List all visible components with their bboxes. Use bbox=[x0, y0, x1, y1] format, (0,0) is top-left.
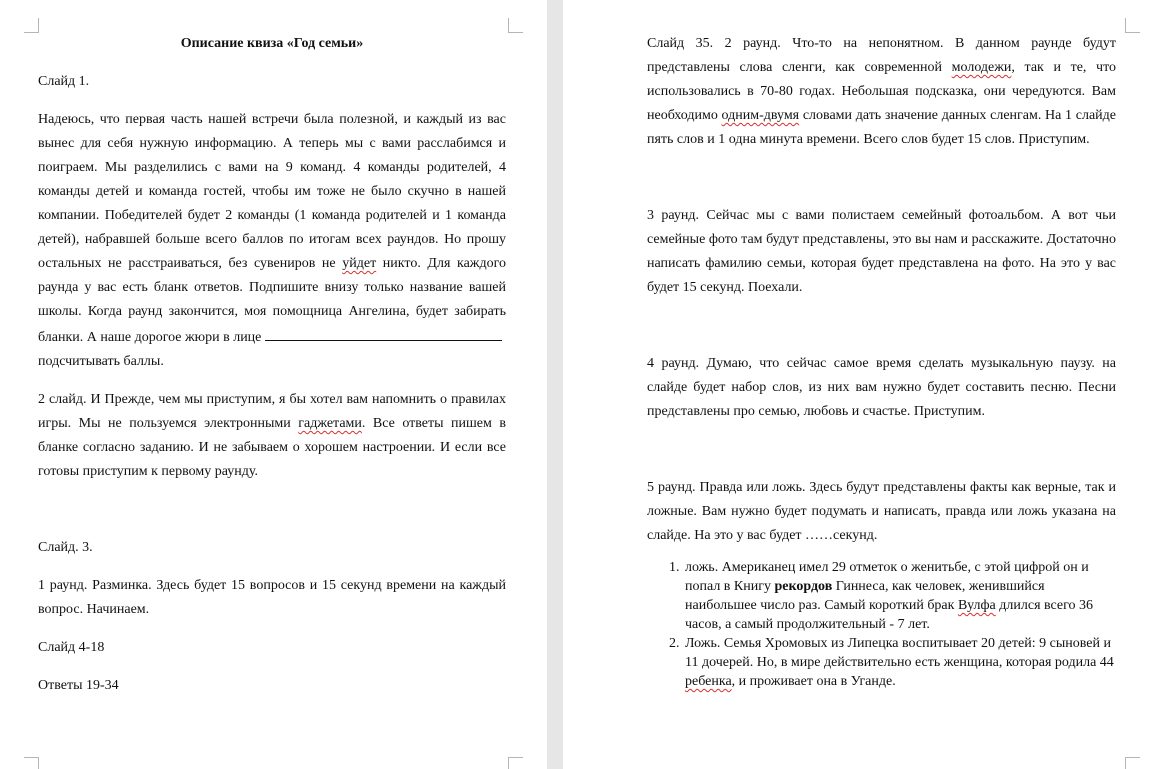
crop-mark bbox=[1125, 18, 1140, 33]
answers-19-34: Ответы 19-34 bbox=[38, 678, 119, 693]
text-run: 2 слайд. И Прежде, чем мы приступим, я бы хотел вам напомнить о правилах игры. Мы не пользуемся электронными bbox=[38, 392, 506, 431]
crop-mark bbox=[1125, 757, 1140, 769]
round3-paragraph: 3 раунд. Сейчас мы с вами полистаем семейный фотоальбом. А вот чьи семейные фото там будут представлены, это вы нам и расскажите. Достаточно написать фамилию семьи, которая будет представлена на фото. На это у вас будет 15 секунд. Поехали. bbox=[647, 208, 1116, 295]
crop-mark bbox=[24, 18, 39, 33]
text-run: никто. Для каждого раунда у вас есть бланк ответов. Подпишите внизу только название вашей школы. Когда раунд закончится, моя помощница Ангелина, будет забирать бланки. А наше дорогое жюри в лице bbox=[38, 256, 506, 345]
round4-paragraph: 4 раунд. Думаю, что сейчас самое время сделать музыкальную паузу. на слайде будет набор слов, из них вам нужно будет составить песню. Песни представлены про семью, любовь и счастье. Приступим. bbox=[647, 356, 1116, 419]
crop-mark bbox=[508, 757, 523, 769]
text-run: , так и те, что использовались в 70-80 годах. Небольшая подсказка, они чередуются. Вам необходимо bbox=[647, 60, 1116, 123]
list-item bbox=[683, 634, 1116, 691]
title-text: Описание квиза «Год семьи» bbox=[180, 36, 364, 51]
document-title bbox=[38, 32, 506, 56]
crop-mark bbox=[24, 757, 39, 769]
text-run: Слайд 35. 2 раунд. Что-то на непонятном. В данном раунде будут представлены слова сленги, как современной bbox=[647, 36, 1116, 75]
text-run: ложь. Американец имел 29 отметок о женитьбе, с этой цифрой он и попал в Книгу bbox=[685, 560, 1089, 594]
facts-list bbox=[647, 558, 1116, 691]
text-run: Ложь. Семья Хромовых из Липецка воспитывает 20 детей: 9 сыновей и 11 дочерей. Но, в мире действительно есть женщина, которая родила 44 bbox=[685, 636, 1114, 670]
text-run: Гиннеса, как человек, женившийся наибольшее число раз. Самый короткий брак bbox=[685, 579, 1045, 613]
spellcheck-word[interactable]: уйдет bbox=[342, 256, 377, 271]
bold-text: рекордов bbox=[774, 579, 833, 594]
spellcheck-word[interactable]: Вулфа bbox=[957, 598, 996, 613]
text-run: , и проживает она в Уганде. bbox=[731, 674, 896, 689]
right-page-text[interactable] bbox=[647, 32, 1116, 691]
left-page-text[interactable] bbox=[38, 32, 506, 698]
round5-paragraph: 5 раунд. Правда или ложь. Здесь будут представлены факты как верные, так и ложные. Вам нужно будет подумать и написать, правда или ложь указана на слайде. На это у вас будет ……секунд. bbox=[647, 480, 1116, 543]
spellcheck-word[interactable]: одним-двумя bbox=[721, 108, 800, 123]
crop-mark bbox=[508, 18, 523, 33]
text-run: словами дать значение данных сленгам. На 1 слайде пять слов и 1 одна минута времени. Всего слов будет 15 слов. Приступим. bbox=[647, 108, 1116, 147]
round1-paragraph: 1 раунд. Разминка. Здесь будет 15 вопросов и 15 секунд времени на каждый вопрос. Начинаем. bbox=[38, 578, 506, 617]
spellcheck-word[interactable]: молодежи bbox=[951, 60, 1012, 75]
slide1-paragraph bbox=[38, 108, 506, 350]
text-run: длился всего 36 часов, а самый продолжительный - 7 лет. bbox=[685, 598, 1094, 632]
slide3-heading: Слайд. 3. bbox=[38, 540, 93, 555]
text-run: . Все ответы пишем в бланке согласно заданию. И не забываем о хорошем настроении. И если все готовы приступим к первому раунду. bbox=[38, 416, 506, 479]
slides-4-18: Слайд 4-18 bbox=[38, 640, 105, 655]
text-run: Надеюсь, что первая часть нашей встречи была полезной, и каждый из вас вынес для себя нужную информацию. А теперь мы с вами расслабимся и поиграем. Мы разделились с вами на 9 команд. 4 команды родителей, 4 команды детей и команда гостей, чтобы им тоже не было скучно в нашей компании. Победителей будет 2 команды (1 команда родителей и 1 команда детей), набравшей больше всего баллов по итогам всех раундов. Но прошу остальных не расстраиваться, без сувениров не bbox=[38, 112, 506, 271]
spellcheck-word[interactable]: гаджетами bbox=[298, 416, 362, 431]
slide2-paragraph bbox=[38, 388, 506, 484]
slide35-paragraph bbox=[647, 32, 1116, 152]
list-item bbox=[683, 558, 1116, 634]
slide1-paragraph-end: подсчитывать баллы. bbox=[38, 354, 164, 369]
spellcheck-word[interactable]: ребенка bbox=[685, 674, 732, 689]
slide1-heading: Слайд 1. bbox=[38, 74, 90, 89]
blank-underline bbox=[265, 324, 502, 341]
